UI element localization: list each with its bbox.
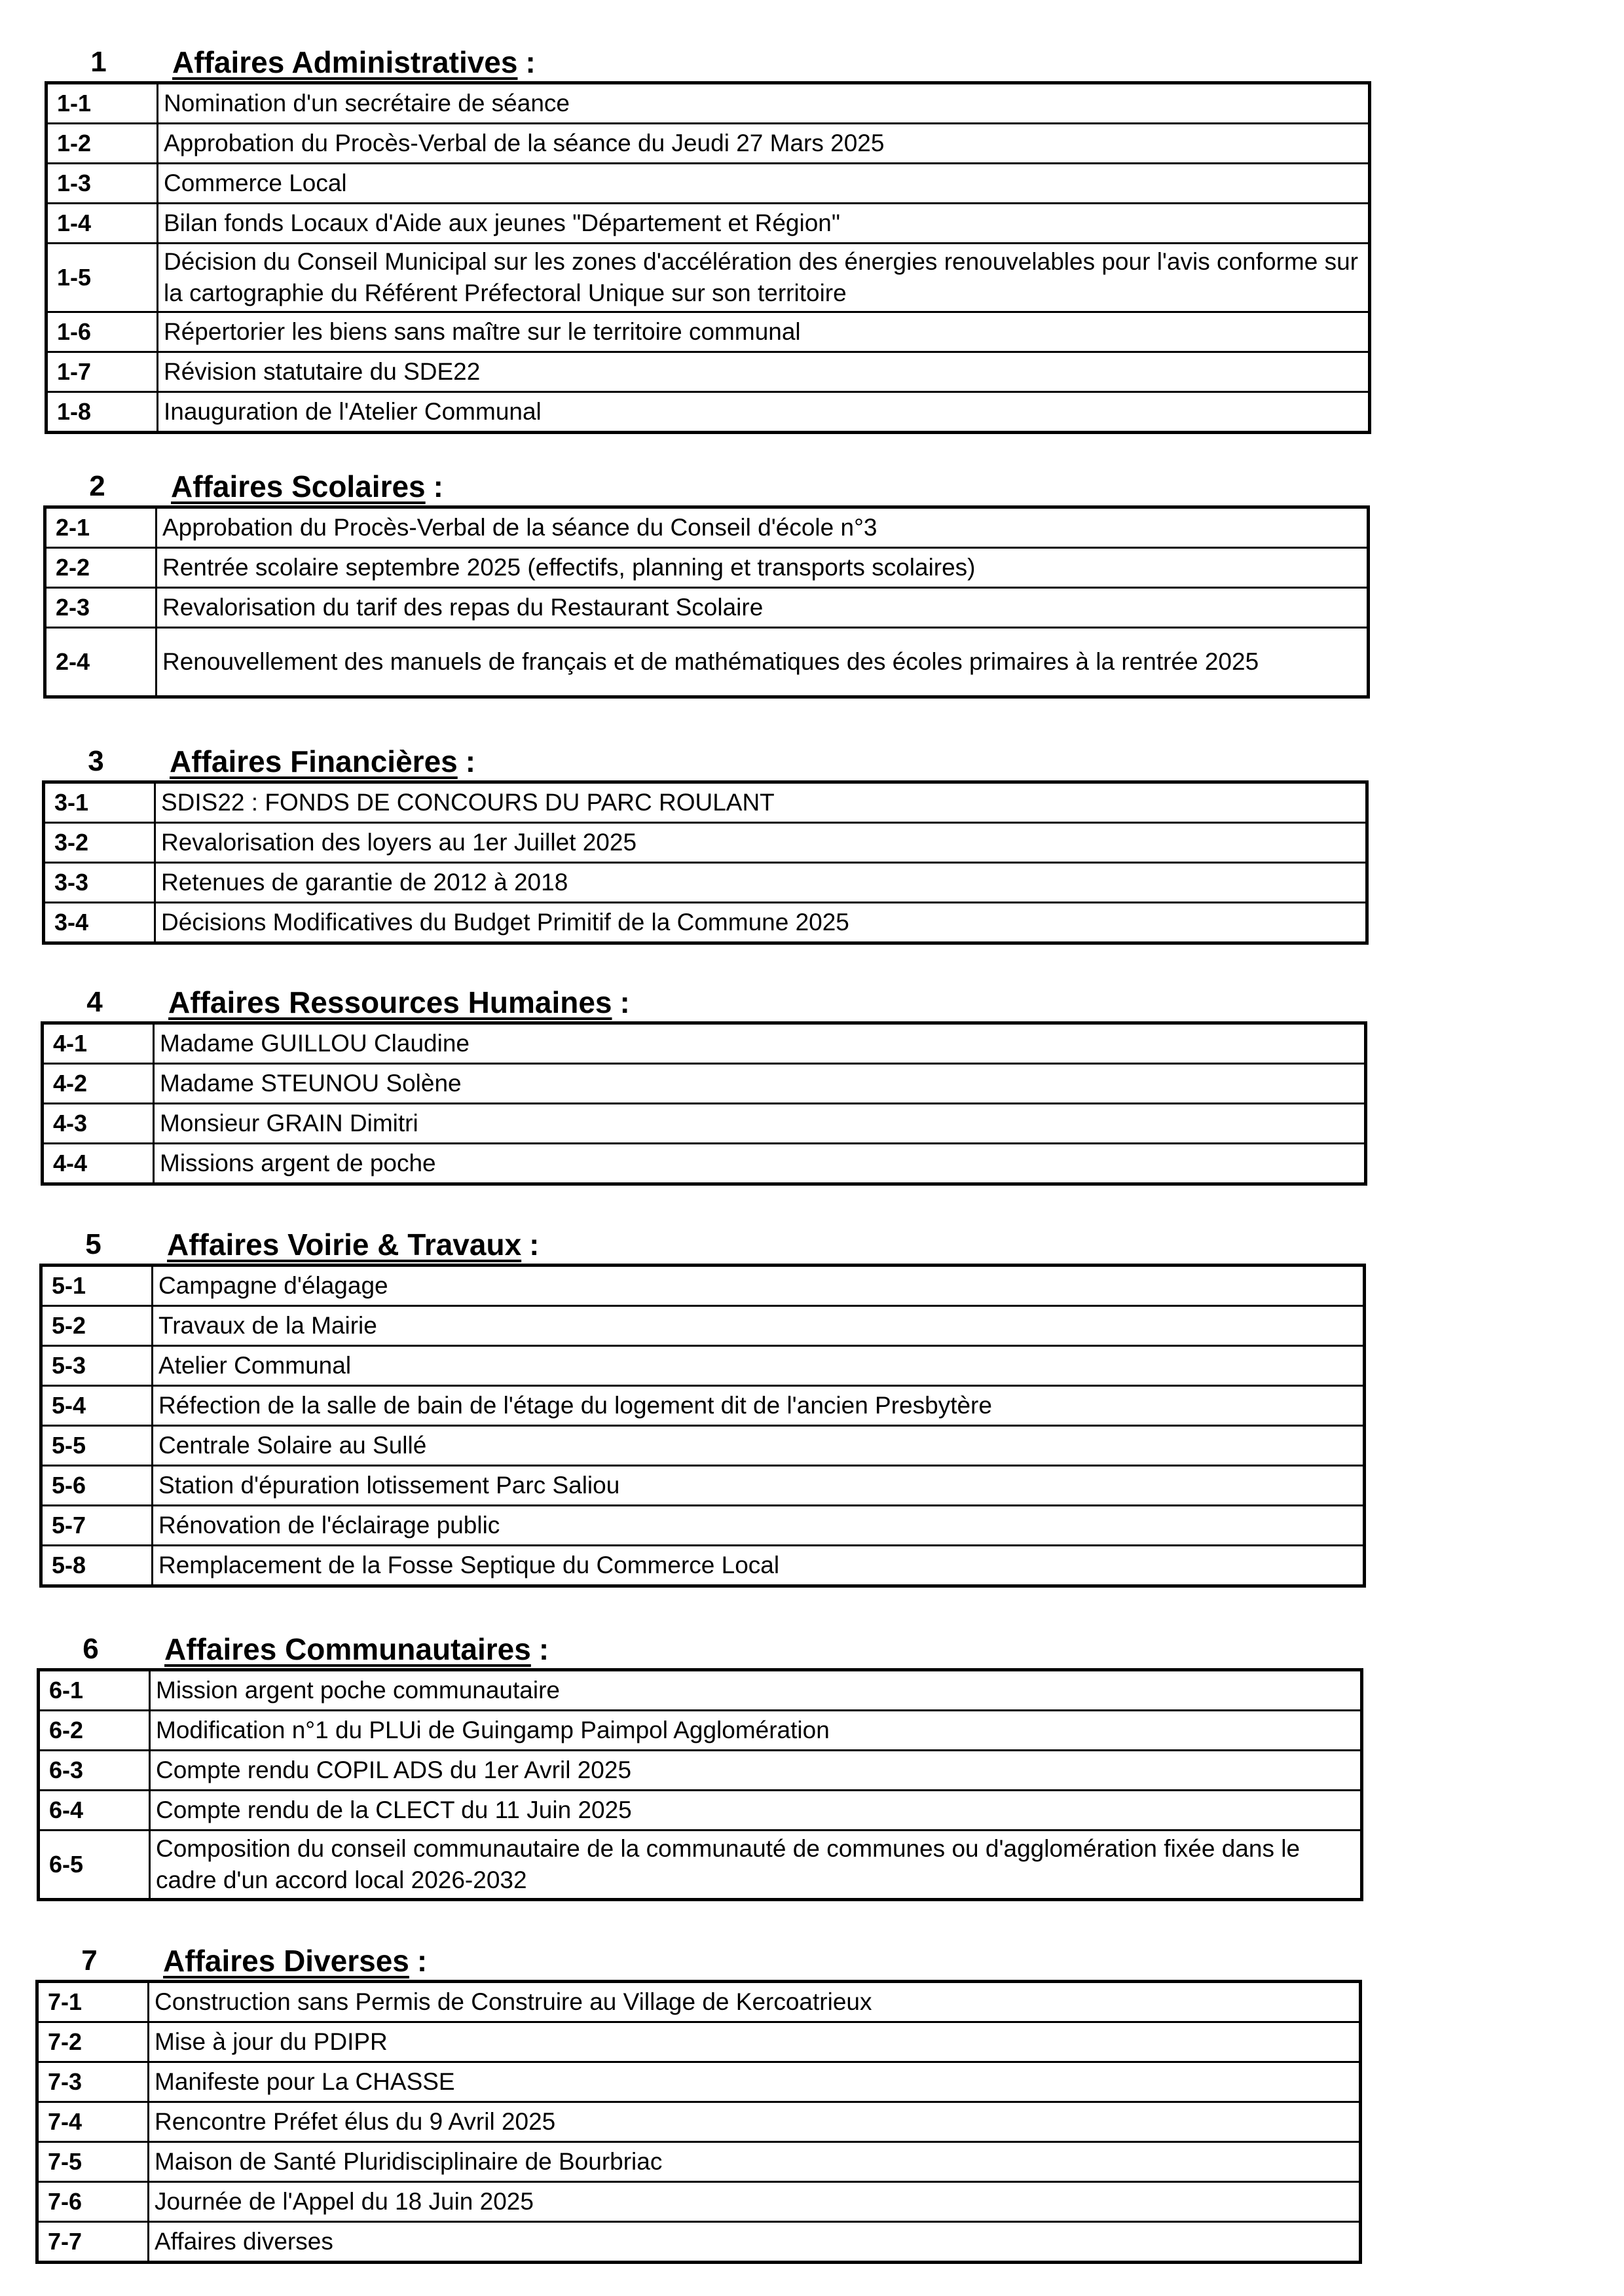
item-label: Répertorier les biens sans maître sur le territoire communal <box>158 312 1370 352</box>
section-title: Affaires Scolaires : <box>171 469 443 503</box>
section-1 <box>45 43 1371 434</box>
table-row <box>39 1751 1362 1791</box>
table-row <box>41 1386 1365 1426</box>
table-row <box>37 2022 1361 2062</box>
table-row <box>41 1306 1365 1346</box>
item-label: Madame GUILLOU Claudine <box>154 1023 1366 1064</box>
item-label: Retenues de garantie de 2012 à 2018 <box>155 863 1367 903</box>
item-label: Rentrée scolaire septembre 2025 (effectifs, planning et transports scolaires) <box>157 548 1369 588</box>
item-code: 4-4 <box>43 1144 154 1184</box>
table-row <box>45 548 1369 588</box>
section-title: Affaires Ressources Humaines : <box>168 985 630 1019</box>
item-code: 1-5 <box>46 244 158 312</box>
item-label: Travaux de la Mairie <box>153 1306 1365 1346</box>
item-code: 1-4 <box>46 204 158 244</box>
item-label: Décision du Conseil Municipal sur les zones d'accélération des énergies renouvelables pour l'avis conforme sur la cartographie du Référent Préfectoral Unique sur son territoire <box>158 244 1370 312</box>
item-label: Missions argent de poche <box>154 1144 1366 1184</box>
table-row <box>43 1064 1366 1104</box>
item-label: Mission argent poche communautaire <box>150 1670 1362 1711</box>
item-code: 1-1 <box>46 83 158 124</box>
section-title: Affaires Communautaires : <box>164 1632 549 1666</box>
section-2 <box>43 467 1370 699</box>
item-code: 2-3 <box>45 588 157 628</box>
item-code: 7-4 <box>37 2102 149 2142</box>
table-row <box>44 823 1367 863</box>
section-heading <box>45 43 1371 81</box>
item-code: 4-3 <box>43 1104 154 1144</box>
item-label: Révision statutaire du SDE22 <box>158 352 1370 392</box>
item-label: Rencontre Préfet élus du 9 Avril 2025 <box>149 2102 1361 2142</box>
section-heading <box>42 742 1369 780</box>
item-label: Remplacement de la Fosse Septique du Commerce Local <box>153 1546 1365 1586</box>
agenda-table <box>37 1668 1363 1901</box>
section-title: Affaires Financières : <box>170 744 476 778</box>
item-label: Revalorisation du tarif des repas du Restaurant Scolaire <box>157 588 1369 628</box>
table-row <box>44 903 1367 943</box>
item-code: 4-2 <box>43 1064 154 1104</box>
section-heading <box>35 1942 1362 1980</box>
item-code: 6-1 <box>39 1670 150 1711</box>
item-code: 3-3 <box>44 863 155 903</box>
table-row <box>39 1791 1362 1831</box>
item-code: 5-8 <box>41 1546 153 1586</box>
item-code: 6-5 <box>39 1831 150 1900</box>
section-heading <box>43 467 1370 505</box>
item-label: Campagne d'élagage <box>153 1266 1365 1306</box>
table-row <box>39 1711 1362 1751</box>
table-row <box>37 2142 1361 2182</box>
item-label: Station d'épuration lotissement Parc Saliou <box>153 1466 1365 1506</box>
item-code: 5-2 <box>41 1306 153 1346</box>
table-row <box>46 312 1370 352</box>
item-label: Compte rendu de la CLECT du 11 Juin 2025 <box>150 1791 1362 1831</box>
table-row <box>44 863 1367 903</box>
item-label: Revalorisation des loyers au 1er Juillet 2025 <box>155 823 1367 863</box>
item-code: 3-2 <box>44 823 155 863</box>
item-label: Centrale Solaire au Sullé <box>153 1426 1365 1466</box>
item-code: 3-1 <box>44 782 155 823</box>
section-title: Affaires Administratives : <box>172 45 536 79</box>
table-row <box>46 204 1370 244</box>
item-code: 6-3 <box>39 1751 150 1791</box>
table-row <box>45 628 1369 697</box>
item-code: 1-7 <box>46 352 158 392</box>
table-row <box>45 507 1369 548</box>
section-number: 4 <box>86 986 103 1018</box>
table-row <box>46 124 1370 164</box>
item-code: 5-3 <box>41 1346 153 1386</box>
item-label: Madame STEUNOU Solène <box>154 1064 1366 1104</box>
item-code: 2-2 <box>45 548 157 588</box>
item-code: 1-3 <box>46 164 158 204</box>
agenda-table <box>45 81 1371 434</box>
item-label: Atelier Communal <box>153 1346 1365 1386</box>
table-row <box>46 164 1370 204</box>
table-row <box>46 352 1370 392</box>
item-code: 7-6 <box>37 2182 149 2222</box>
section-number: 7 <box>81 1944 98 1977</box>
item-label: Composition du conseil communautaire de la communauté de communes ou d'agglomération fixée dans le cadre d'un accord local 2026-2032 <box>150 1831 1362 1900</box>
table-row <box>37 2222 1361 2263</box>
item-label: Approbation du Procès-Verbal de la séance du Conseil d'école n°3 <box>157 507 1369 548</box>
table-row <box>45 588 1369 628</box>
section-title: Affaires Voirie & Travaux : <box>167 1228 540 1262</box>
item-label: Renouvellement des manuels de français et de mathématiques des écoles primaires à la rentrée 2025 <box>157 628 1369 697</box>
item-label: Décisions Modificatives du Budget Primitif de la Commune 2025 <box>155 903 1367 943</box>
item-code: 4-1 <box>43 1023 154 1064</box>
item-code: 7-2 <box>37 2022 149 2062</box>
item-label: Journée de l'Appel du 18 Juin 2025 <box>149 2182 1361 2222</box>
table-row <box>37 2062 1361 2102</box>
item-code: 1-8 <box>46 392 158 433</box>
item-label: SDIS22 : FONDS DE CONCOURS DU PARC ROULANT <box>155 782 1367 823</box>
agenda-table <box>42 780 1369 945</box>
item-label: Inauguration de l'Atelier Communal <box>158 392 1370 433</box>
table-row <box>37 2102 1361 2142</box>
section-number: 2 <box>89 470 105 502</box>
item-label: Commerce Local <box>158 164 1370 204</box>
table-row <box>37 1982 1361 2022</box>
table-row <box>39 1670 1362 1711</box>
section-heading <box>37 1630 1363 1668</box>
section-heading <box>39 1226 1366 1264</box>
table-row <box>46 244 1370 312</box>
table-row <box>46 83 1370 124</box>
item-code: 6-4 <box>39 1791 150 1831</box>
item-code: 7-1 <box>37 1982 149 2022</box>
item-label: Manifeste pour La CHASSE <box>149 2062 1361 2102</box>
table-row <box>43 1104 1366 1144</box>
table-row <box>39 1831 1362 1900</box>
item-code: 3-4 <box>44 903 155 943</box>
table-row <box>43 1023 1366 1064</box>
item-label: Compte rendu COPIL ADS du 1er Avril 2025 <box>150 1751 1362 1791</box>
item-code: 5-7 <box>41 1506 153 1546</box>
table-row <box>41 1506 1365 1546</box>
item-code: 2-4 <box>45 628 157 697</box>
item-label: Nomination d'un secrétaire de séance <box>158 83 1370 124</box>
item-code: 7-3 <box>37 2062 149 2102</box>
item-label: Rénovation de l'éclairage public <box>153 1506 1365 1546</box>
table-row <box>37 2182 1361 2222</box>
section-number: 5 <box>85 1228 101 1260</box>
item-code: 5-1 <box>41 1266 153 1306</box>
agenda-table <box>43 505 1370 699</box>
item-label: Mise à jour du PDIPR <box>149 2022 1361 2062</box>
agenda-table <box>35 1980 1362 2264</box>
item-code: 6-2 <box>39 1711 150 1751</box>
section-title: Affaires Diverses : <box>163 1944 428 1978</box>
item-label: Affaires diverses <box>149 2222 1361 2263</box>
table-row <box>41 1266 1365 1306</box>
table-row <box>41 1546 1365 1586</box>
item-label: Bilan fonds Locaux d'Aide aux jeunes "Département et Région" <box>158 204 1370 244</box>
item-label: Monsieur GRAIN Dimitri <box>154 1104 1366 1144</box>
section-7 <box>35 1942 1362 2264</box>
item-code: 5-6 <box>41 1466 153 1506</box>
section-5 <box>39 1226 1366 1588</box>
item-code: 1-6 <box>46 312 158 352</box>
section-6 <box>37 1630 1363 1901</box>
table-row <box>44 782 1367 823</box>
section-4 <box>41 983 1367 1186</box>
item-label: Modification n°1 du PLUi de Guingamp Paimpol Agglomération <box>150 1711 1362 1751</box>
table-row <box>43 1144 1366 1184</box>
item-code: 7-5 <box>37 2142 149 2182</box>
table-row <box>41 1466 1365 1506</box>
item-code: 2-1 <box>45 507 157 548</box>
item-code: 1-2 <box>46 124 158 164</box>
agenda-table <box>39 1264 1366 1588</box>
item-code: 5-4 <box>41 1386 153 1426</box>
table-row <box>41 1426 1365 1466</box>
item-label: Construction sans Permis de Construire au Village de Kercoatrieux <box>149 1982 1361 2022</box>
section-3 <box>42 742 1369 945</box>
item-label: Maison de Santé Pluridisciplinaire de Bourbriac <box>149 2142 1361 2182</box>
item-label: Approbation du Procès-Verbal de la séance du Jeudi 27 Mars 2025 <box>158 124 1370 164</box>
item-label: Réfection de la salle de bain de l'étage du logement dit de l'ancien Presbytère <box>153 1386 1365 1426</box>
section-number: 1 <box>90 46 107 78</box>
table-row <box>41 1346 1365 1386</box>
section-heading <box>41 983 1367 1021</box>
agenda-table <box>41 1021 1367 1186</box>
section-number: 6 <box>83 1633 99 1665</box>
item-code: 5-5 <box>41 1426 153 1466</box>
section-number: 3 <box>88 745 104 777</box>
table-row <box>46 392 1370 433</box>
item-code: 7-7 <box>37 2222 149 2263</box>
